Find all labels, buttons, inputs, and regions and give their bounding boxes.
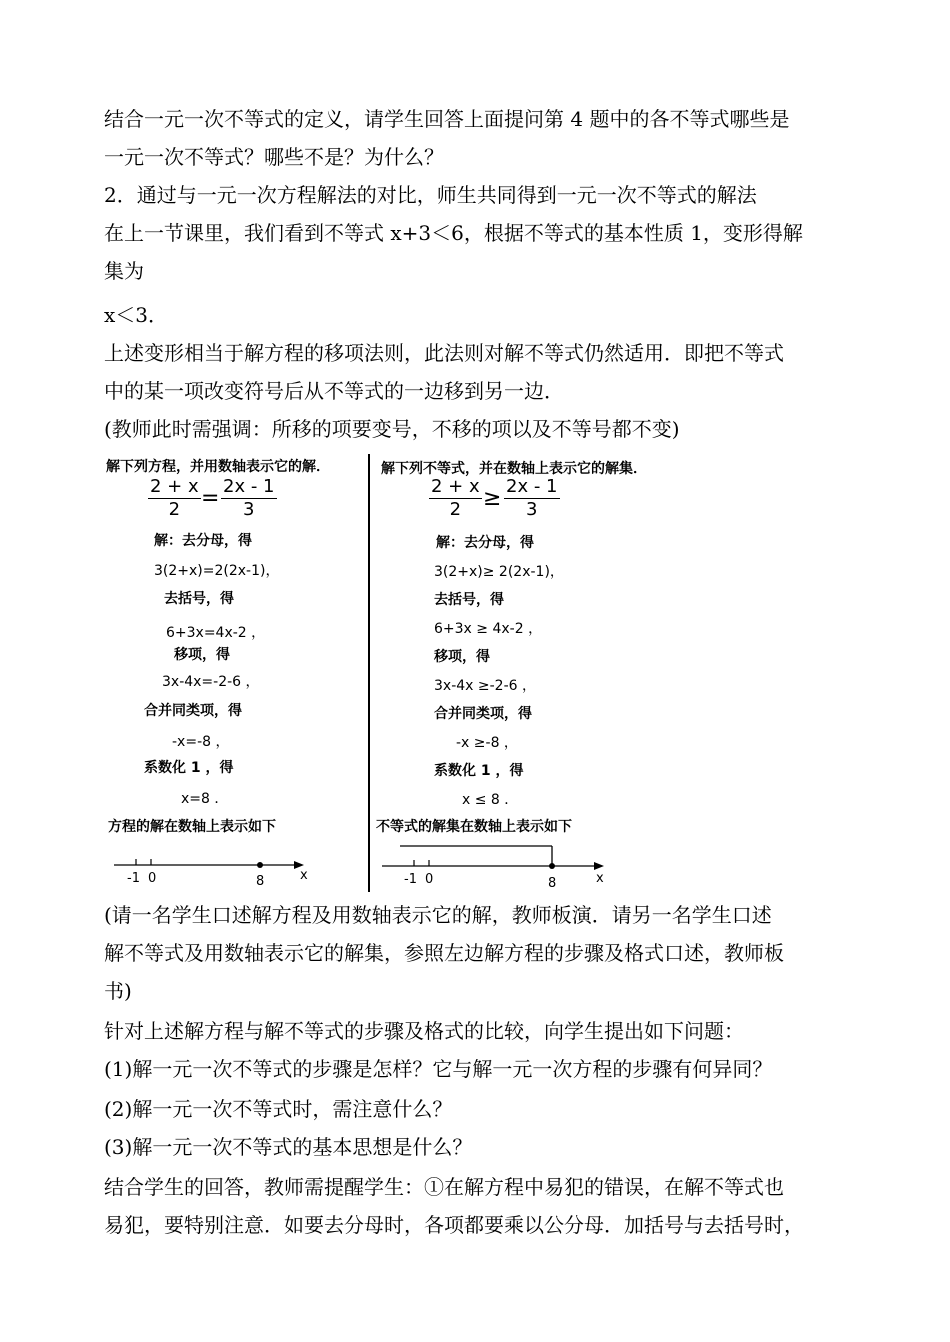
inequality-step: x ≤ 8 ． — [462, 792, 519, 808]
solution-point — [257, 862, 263, 868]
equation-title: 解下列方程，并用数轴表示它的解． — [106, 459, 330, 475]
figure-divider — [368, 454, 370, 892]
fraction-numerator: 2x - 1 — [223, 476, 275, 497]
section-heading: 2．通过与一元一次方程解法的对比，师生共同得到一元一次不等式的解法 — [104, 183, 757, 207]
equation-step: 去括号，得 — [164, 591, 234, 607]
equation-step: 3x-4x=-2-6 ， — [162, 674, 260, 690]
equation-step: 6+3x=4x-2 ， — [166, 625, 266, 641]
inequality-step: 3(2+x)≥ 2(2x-1)， — [434, 564, 564, 580]
paragraph-line: (教师此时需强调：所移的项要变号，不移的项以及不等号都不变) — [104, 417, 680, 441]
equation-step: 解：去分母，得 — [154, 533, 252, 549]
inequality-fraction-left — [429, 476, 482, 521]
axis-label: 8 — [548, 876, 557, 890]
axis-label: 8 — [256, 874, 265, 887]
equation-step: 系数化 1 ，得 — [144, 760, 234, 776]
inequality-axis-caption: 不等式的解集在数轴上表示如下 — [376, 819, 572, 835]
equation-step: x=8 ． — [181, 791, 229, 807]
equation-number-line — [104, 845, 314, 887]
paragraph-line: 集为 — [104, 259, 144, 283]
axis-label: -1 — [127, 871, 140, 886]
axis-label: x — [596, 871, 604, 886]
paragraph-line: 一元一次不等式？哪些不是？为什么？ — [104, 145, 444, 169]
equation-step: 合并同类项，得 — [144, 703, 242, 719]
inequality-step: 合并同类项，得 — [434, 706, 532, 722]
equation-axis-caption: 方程的解在数轴上表示如下 — [108, 819, 276, 835]
paragraph-line: 书) — [104, 979, 132, 1003]
fraction-denominator: 2 — [449, 499, 462, 520]
equation-relation: = — [201, 486, 220, 511]
axis-label: 0 — [148, 871, 157, 886]
inequality-step: 移项，得 — [434, 649, 490, 665]
question-item: (2)解一元一次不等式时，需注意什么？ — [104, 1097, 453, 1121]
fraction-denominator: 2 — [168, 499, 181, 520]
paragraph-line: 结合学生的回答，教师需提醒学生：①在解方程中易犯的错误，在解不等式也 — [104, 1175, 784, 1199]
paragraph-line: 易犯，要特别注意．如要去分母时，各项都要乘以公分母．加括号与去括号时， — [104, 1213, 804, 1237]
inequality-step: 系数化 1 ，得 — [434, 763, 524, 779]
equation-fraction-left — [148, 476, 201, 521]
inequality-relation: ≥ — [483, 486, 502, 511]
inequality-step: 去括号，得 — [434, 592, 504, 608]
inequality-step: 3x-4x ≥-2-6 ， — [434, 678, 536, 694]
inequality-step: 解：去分母，得 — [436, 535, 534, 551]
fraction-numerator: 2x - 1 — [506, 476, 558, 497]
paragraph-line: 上述变形相当于解方程的移项法则，此法则对解不等式仍然适用．即把不等式 — [104, 341, 784, 365]
paragraph-line: 结合一元一次不等式的定义，请学生回答上面提问第 4 题中的各不等式哪些是 — [104, 107, 790, 131]
inequality-number-line — [374, 840, 614, 890]
question-item: (3)解一元一次不等式的基本思想是什么？ — [104, 1135, 473, 1159]
equation-step: 3(2+x)=2(2x-1)， — [154, 563, 280, 579]
inequality-title: 解下列不等式，并在数轴上表示它的解集． — [381, 461, 647, 477]
question-item: (1)解一元一次不等式的步骤是怎样？它与解一元一次方程的步骤有何异同？ — [104, 1057, 773, 1081]
axis-arrow — [594, 862, 604, 870]
equation-step: 移项，得 — [174, 647, 230, 663]
equation-fraction-right — [221, 476, 277, 521]
fraction-denominator: 3 — [526, 499, 538, 520]
paragraph-line: 解不等式及用数轴表示它的解集，参照左边解方程的步骤及格式口述，教师板 — [104, 941, 784, 965]
axis-label: -1 — [404, 872, 417, 887]
inequality-fraction-right — [504, 476, 560, 521]
comparison-figure — [104, 450, 647, 895]
fraction-numerator: 2 + x — [150, 476, 199, 497]
paragraph-line: 针对上述解方程与解不等式的步骤及格式的比较，向学生提出如下问题： — [104, 1019, 744, 1043]
paragraph-line: 在上一节课里，我们看到不等式 x+3＜6，根据不等式的基本性质 1，变形得解 — [104, 221, 803, 245]
fraction-numerator: 2 + x — [431, 476, 480, 497]
paragraph-line: x＜3． — [104, 303, 169, 327]
axis-label: 0 — [425, 872, 434, 887]
equation-step: -x=-8 ， — [172, 734, 230, 750]
inequality-step: -x ≥-8 ， — [456, 735, 518, 751]
paragraph-line: (请一名学生口述解方程及用数轴表示它的解，教师板演．请另一名学生口述 — [104, 903, 772, 927]
solution-point — [549, 863, 555, 869]
paragraph-line: 中的某一项改变符号后从不等式的一边移到另一边． — [104, 379, 564, 403]
fraction-denominator: 3 — [243, 499, 255, 520]
inequality-step: 6+3x ≥ 4x-2 ， — [434, 621, 543, 637]
axis-label: x — [300, 868, 308, 883]
